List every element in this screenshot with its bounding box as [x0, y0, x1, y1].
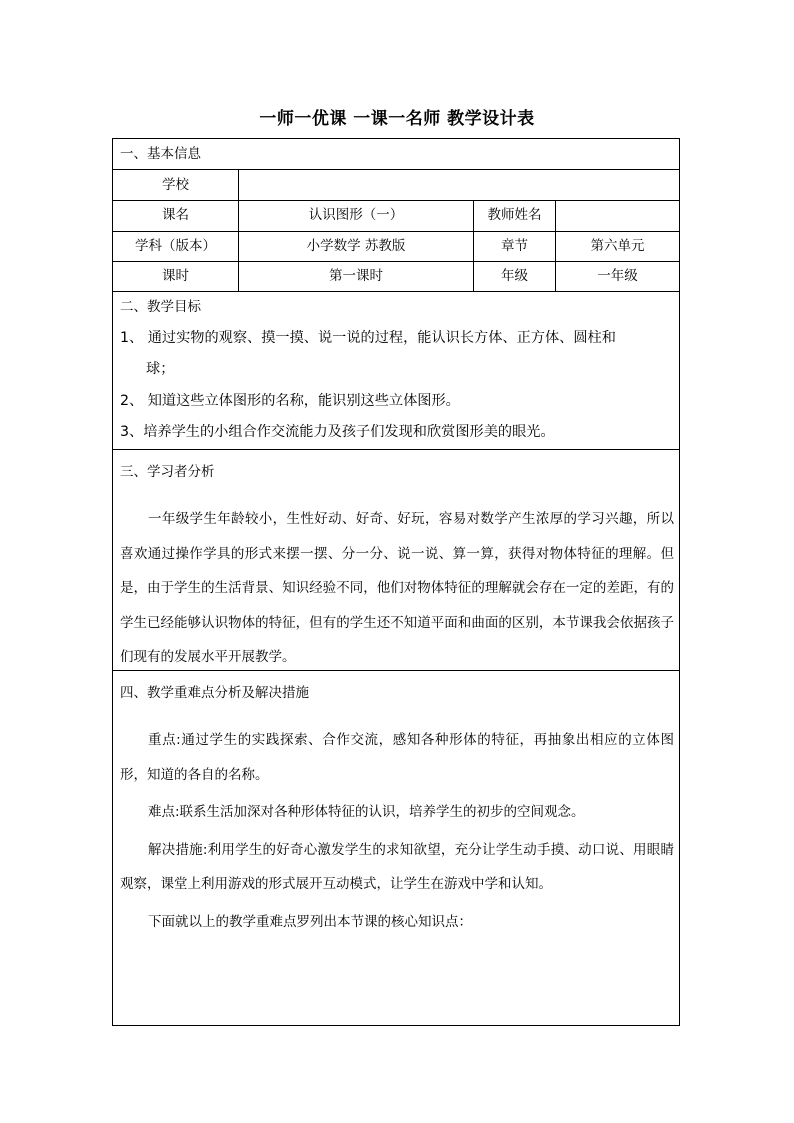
learner-analysis-paragraph: [120, 502, 674, 675]
period-label: 课时: [162, 268, 189, 284]
grade-label: 年级: [501, 268, 528, 284]
section-heading-objectives: 二、教学目标: [120, 299, 201, 315]
difficulty-text: 难点:联系生活加深对各种形体特征的认识，培养学生的初步的空间观念。: [148, 804, 585, 820]
grade-value: 一年级: [597, 268, 638, 284]
learner-analysis-text: 一年级学生年龄较小，生性好动、好奇、好玩，容易对数学产生浓厚的学习兴趣，所以喜欢通过操作学具的形式来摆一摆、分一分、说一说、算一算，获得对物体特征的理解。但是，由于学生的生活背景、知识经验不同，他们对物体特征的理解就会存在一定的差距，有的学生已经能够认识物体的特征，但有的学生还不知道平面和曲面的区别，本节课我会依据孩子们现有的发展水平开展教学。: [120, 511, 674, 665]
course-label: 课名: [162, 207, 189, 223]
key-points-paragraphs: [120, 723, 674, 939]
chapter-label: 章节: [501, 238, 528, 254]
key-point-text: 重点:通过学生的实践探索、合作交流，感知各种形体的特征，再抽象出相应的立体图形，知道的各自的名称。: [120, 732, 674, 783]
section-heading-key-difficult-points: 四、教学重难点分析及解决措施: [120, 685, 309, 701]
period-value: 第一课时: [329, 268, 383, 284]
objective-item-2: 2、 知道这些立体图形的名称，能识别这些立体图形。: [120, 393, 460, 409]
objective-item-1: 1、 通过实物的观察、摸一摸、说一说的过程，能认识长方体、正方体、圆柱和: [120, 330, 616, 346]
subject-label: 学科（版本）: [135, 238, 216, 254]
page-title: 一师一优课 一课一名师 教学设计表: [259, 109, 535, 129]
objective-item-3: 3、培养学生的小组合作交流能力及孩子们发现和欣赏图形美的眼光。: [120, 424, 555, 440]
chapter-value: 第六单元: [590, 238, 645, 254]
teacher-label: 教师姓名: [487, 207, 542, 223]
section-heading-basic-info: 一、基本信息: [120, 146, 201, 162]
listing-intro-text: 下面就以上的教学重难点罗列出本节课的核心知识点：: [148, 913, 472, 930]
solution-text: 解决措施:利用学生的好奇心激发学生的求知欲望，充分让学生动手摸、动口说、用眼睛观察，课堂上利用游戏的形式展开互动模式，让学生在游戏中学和认知。: [120, 841, 674, 892]
section-heading-learner-analysis: 三、学习者分析: [120, 464, 215, 480]
school-label: 学校: [162, 177, 189, 193]
row-divider: [113, 449, 679, 450]
row-divider: [113, 291, 679, 292]
lesson-design-table: [112, 138, 680, 1026]
subject-value: 小学数学 苏教版: [306, 238, 406, 254]
course-value: 认识图形（一）: [308, 207, 404, 223]
objective-item-1-continued: 球；: [146, 361, 175, 377]
